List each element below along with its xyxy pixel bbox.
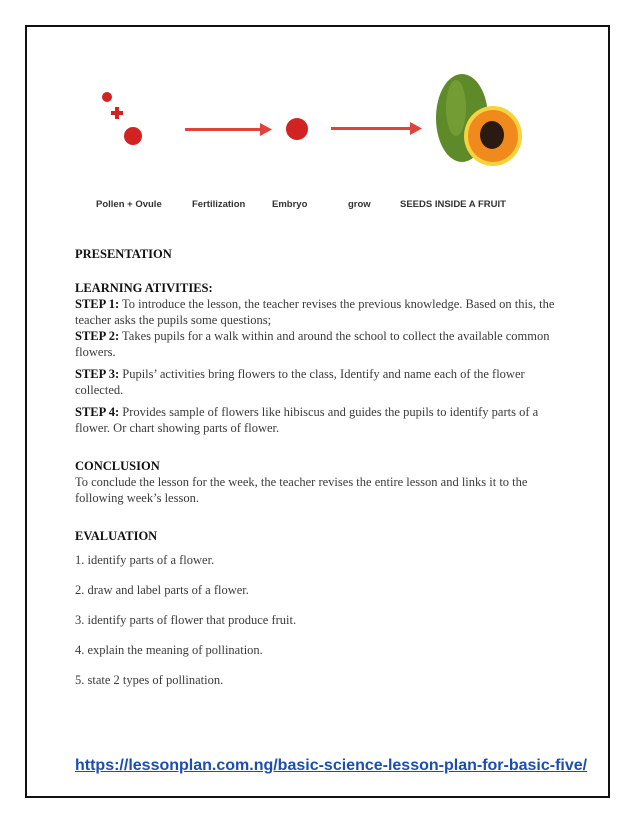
evaluation-item: 2. draw and label parts of a flower. bbox=[75, 583, 249, 597]
step-1 bbox=[75, 296, 565, 328]
presentation-heading: PRESENTATION bbox=[75, 247, 172, 261]
step-3 bbox=[75, 366, 565, 398]
evaluation-item: 5. state 2 types of pollination. bbox=[75, 673, 224, 687]
diagram-label: Embryo bbox=[272, 199, 308, 210]
diagram-label: Fertilization bbox=[192, 199, 246, 210]
diagram-label: Pollen + Ovule bbox=[96, 199, 162, 210]
papaya-fruit-icon bbox=[436, 74, 522, 166]
step-text: Takes pupils for a walk within and around the school to collect the available common flowers. bbox=[75, 329, 550, 359]
evaluation-item: 4. explain the meaning of pollination. bbox=[75, 643, 263, 657]
arrow-icon bbox=[331, 122, 422, 135]
step-label: STEP 1: bbox=[75, 297, 120, 311]
step-text: Provides sample of flowers like hibiscus and guides the pupils to identify parts of a flower. Or chart showing parts of flower. bbox=[75, 405, 539, 435]
embryo-dot-icon bbox=[286, 118, 308, 140]
diagram-label: SEEDS INSIDE A FRUIT bbox=[400, 199, 506, 210]
step-label: STEP 2: bbox=[75, 329, 120, 343]
lesson-content bbox=[75, 246, 565, 688]
ovule-dot-icon bbox=[124, 127, 142, 145]
pollination-diagram bbox=[0, 0, 638, 230]
evaluation-heading: EVALUATION bbox=[75, 529, 158, 543]
step-2 bbox=[75, 328, 565, 360]
source-link[interactable]: https://lessonplan.com.ng/basic-science-lesson-plan-for-basic-five/ bbox=[75, 757, 588, 774]
plus-icon bbox=[111, 107, 123, 119]
evaluation-item: 1. identify parts of a flower. bbox=[75, 553, 215, 567]
learning-heading: LEARNING ATIVITIES: bbox=[75, 281, 213, 295]
step-label: STEP 4: bbox=[75, 405, 120, 419]
evaluation-item: 3. identify parts of flower that produce fruit. bbox=[75, 613, 297, 627]
step-text: Pupils’ activities bring flowers to the class, Identify and name each of the flower collected. bbox=[75, 367, 525, 397]
arrow-icon bbox=[185, 123, 272, 136]
step-text: To introduce the lesson, the teacher revises the previous knowledge. Based on this, the teacher asks the pupils some questions; bbox=[75, 297, 555, 327]
conclusion-text: To conclude the lesson for the week, the teacher revises the entire lesson and links it to the following week’s lesson. bbox=[75, 475, 528, 505]
step-label: STEP 3: bbox=[75, 367, 120, 381]
conclusion-heading: CONCLUSION bbox=[75, 459, 160, 473]
diagram-label: grow bbox=[348, 199, 371, 210]
pollen-dot-icon bbox=[102, 92, 112, 102]
step-4 bbox=[75, 404, 565, 436]
